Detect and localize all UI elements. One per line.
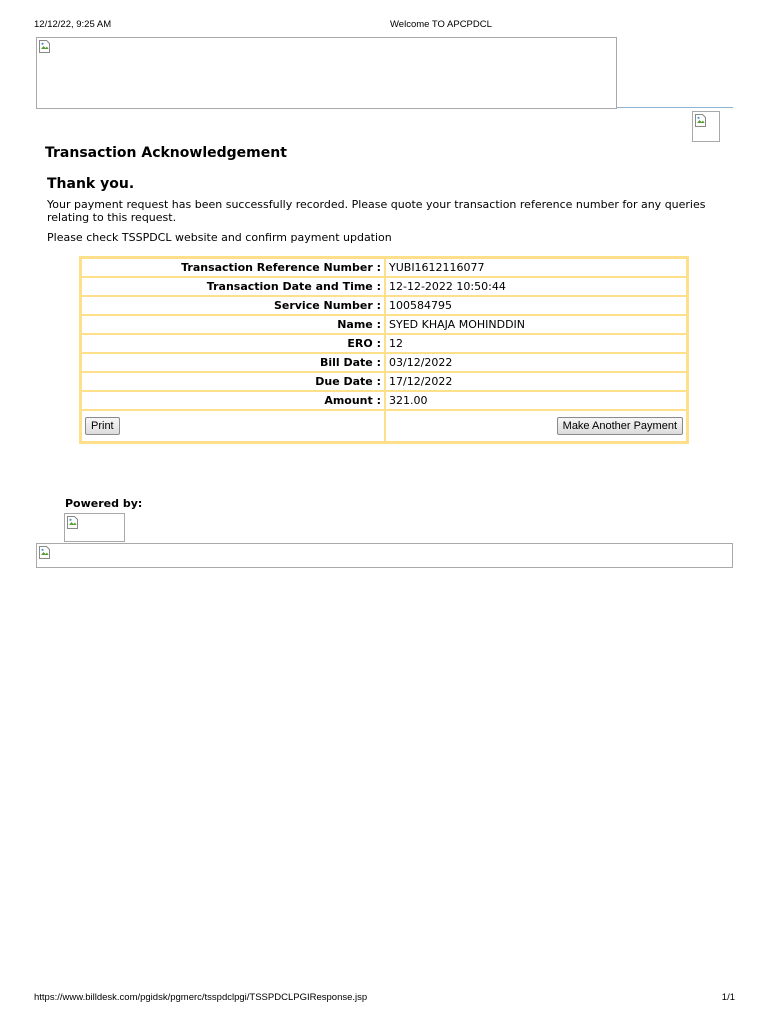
row-value-amount: 321.00 xyxy=(385,391,688,410)
row-value-ero: 12 xyxy=(385,334,688,353)
top-banner-image xyxy=(36,37,617,109)
row-value-due-date: 17/12/2022 xyxy=(385,372,688,391)
row-label-amount: Amount : xyxy=(81,391,386,410)
side-logo-image xyxy=(692,111,720,142)
table-row xyxy=(81,277,688,296)
table-row xyxy=(81,391,688,410)
row-label-service-number: Service Number : xyxy=(81,296,386,315)
row-label-name: Name : xyxy=(81,315,386,334)
table-row xyxy=(81,258,688,278)
check-website-message: Please check TSSPDCL website and confirm payment updation xyxy=(47,231,392,244)
powered-by-logo xyxy=(64,513,125,542)
row-value-transaction-reference: YUBI1612116077 xyxy=(385,258,688,278)
broken-image-icon xyxy=(67,516,78,529)
success-message: Your payment request has been successfully recorded. Please quote your transaction reference number for any queries relating to this request. xyxy=(47,198,706,224)
row-label-transaction-reference: Transaction Reference Number : xyxy=(81,258,386,278)
broken-image-icon xyxy=(39,40,50,53)
print-header-title: Welcome TO APCPDCL xyxy=(390,19,492,30)
row-value-name: SYED KHAJA MOHINDDIN xyxy=(385,315,688,334)
print-footer-url: https://www.billdesk.com/pgidsk/pgmerc/tsspdclpgi/TSSPDCLPGIResponse.jsp xyxy=(34,992,368,1003)
table-row xyxy=(81,334,688,353)
row-label-bill-date: Bill Date : xyxy=(81,353,386,372)
table-row xyxy=(81,372,688,391)
another-payment-cell xyxy=(385,410,688,443)
row-value-service-number: 100584795 xyxy=(385,296,688,315)
row-label-ero: ERO : xyxy=(81,334,386,353)
button-row xyxy=(81,410,688,443)
print-button[interactable]: Print xyxy=(85,417,120,435)
row-label-transaction-datetime: Transaction Date and Time : xyxy=(81,277,386,296)
print-cell xyxy=(81,410,386,443)
page-title: Transaction Acknowledgement xyxy=(45,145,287,161)
broken-image-icon xyxy=(39,546,50,559)
receipt-table xyxy=(79,256,689,444)
table-row xyxy=(81,296,688,315)
bottom-banner-image xyxy=(36,543,733,568)
table-row xyxy=(81,315,688,334)
print-header-datetime: 12/12/22, 9:25 AM xyxy=(34,19,112,30)
make-another-payment-button[interactable]: Make Another Payment xyxy=(557,417,683,435)
top-divider xyxy=(617,107,733,108)
powered-by-label: Powered by: xyxy=(65,497,143,510)
row-value-bill-date: 03/12/2022 xyxy=(385,353,688,372)
row-label-due-date: Due Date : xyxy=(81,372,386,391)
table-row xyxy=(81,353,688,372)
broken-image-icon xyxy=(695,114,706,127)
row-value-transaction-datetime: 12-12-2022 10:50:44 xyxy=(385,277,688,296)
print-footer-page-count: 1/1 xyxy=(721,992,735,1003)
thank-you-heading: Thank you. xyxy=(47,176,135,192)
